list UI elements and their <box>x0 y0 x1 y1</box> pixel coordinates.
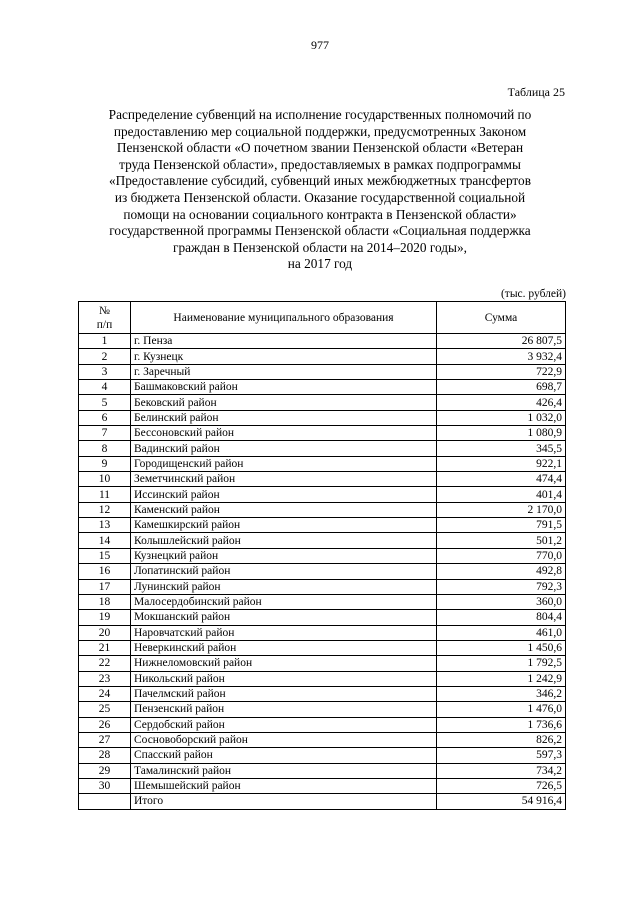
row-sum: 792,3 <box>437 579 566 594</box>
table-total-row <box>79 794 566 809</box>
row-name: Неверкинский район <box>131 640 437 655</box>
table-body <box>79 334 566 810</box>
row-sum: 345,5 <box>437 441 566 456</box>
row-number: 24 <box>79 686 131 701</box>
row-name: Лопатинский район <box>131 564 437 579</box>
table-row <box>79 564 566 579</box>
row-name: Тамалинский район <box>131 763 437 778</box>
row-number: 15 <box>79 548 131 563</box>
row-number: 16 <box>79 564 131 579</box>
row-number: 20 <box>79 625 131 640</box>
row-number: 29 <box>79 763 131 778</box>
header-num-line2: п/п <box>96 318 113 331</box>
table-row <box>79 349 566 364</box>
row-sum: 1 476,0 <box>437 702 566 717</box>
row-name: Сосновоборский район <box>131 732 437 747</box>
row-number: 17 <box>79 579 131 594</box>
table-row <box>79 763 566 778</box>
row-sum: 791,5 <box>437 518 566 533</box>
table-row <box>79 502 566 517</box>
total-name: Итого <box>131 794 437 809</box>
row-number: 14 <box>79 533 131 548</box>
table-row <box>79 640 566 655</box>
row-sum: 804,4 <box>437 610 566 625</box>
table-row <box>79 487 566 502</box>
row-name: Нижнеломовский район <box>131 656 437 671</box>
table-row <box>79 748 566 763</box>
row-number: 3 <box>79 364 131 379</box>
row-sum: 474,4 <box>437 472 566 487</box>
row-name: Башмаковский район <box>131 380 437 395</box>
total-sum: 54 916,4 <box>437 794 566 809</box>
table-row <box>79 548 566 563</box>
table-row <box>79 441 566 456</box>
row-sum: 501,2 <box>437 533 566 548</box>
title-line: на 2017 год <box>287 256 353 272</box>
row-name: Колышлейский район <box>131 533 437 548</box>
row-sum: 726,5 <box>437 778 566 793</box>
row-number: 7 <box>79 426 131 441</box>
header-num <box>79 302 131 334</box>
title-line: предоставлению мер социальной поддержки, предусмотренных Законом <box>113 123 527 139</box>
row-sum: 1 736,6 <box>437 717 566 732</box>
row-name: Пензенский район <box>131 702 437 717</box>
row-sum: 597,3 <box>437 748 566 763</box>
row-number: 4 <box>79 380 131 395</box>
table-row <box>79 579 566 594</box>
row-name: Городищенский район <box>131 456 437 471</box>
table-label: Таблица 25 <box>507 85 565 99</box>
title-line: Распределение субвенций на исполнение государственных полномочий по <box>108 107 532 122</box>
table-row <box>79 656 566 671</box>
row-name: Белинский район <box>131 410 437 425</box>
table-row <box>79 380 566 395</box>
table-row <box>79 594 566 609</box>
title-line: труда Пензенской области», предоставляемых в рамках подпрограммы <box>119 156 521 172</box>
row-sum: 1 032,0 <box>437 410 566 425</box>
row-number: 6 <box>79 410 131 425</box>
header-name: Наименование муниципального образования <box>131 302 437 334</box>
row-number: 19 <box>79 610 131 625</box>
row-sum: 492,8 <box>437 564 566 579</box>
row-number: 23 <box>79 671 131 686</box>
page-number: 977 <box>311 38 329 52</box>
table-row <box>79 533 566 548</box>
row-name: Земетчинский район <box>131 472 437 487</box>
row-sum: 698,7 <box>437 380 566 395</box>
row-name: Бессоновский район <box>131 426 437 441</box>
table-row <box>79 717 566 732</box>
row-number: 26 <box>79 717 131 732</box>
row-name: Спасский район <box>131 748 437 763</box>
table-row <box>79 686 566 701</box>
row-name: Шемышейский район <box>131 778 437 793</box>
table-row <box>79 702 566 717</box>
table-row <box>79 732 566 747</box>
row-name: г. Пенза <box>131 334 437 349</box>
table-row <box>79 472 566 487</box>
row-name: Иссинский район <box>131 487 437 502</box>
table-row <box>79 518 566 533</box>
title-line: граждан в Пензенской области на 2014–2020 годы», <box>173 239 467 255</box>
row-name: Вадинский район <box>131 441 437 456</box>
table-row <box>79 625 566 640</box>
row-name: Бековский район <box>131 395 437 410</box>
row-sum: 734,2 <box>437 763 566 778</box>
row-name: Сердобский район <box>131 717 437 732</box>
row-number: 27 <box>79 732 131 747</box>
table-header-row <box>79 302 566 334</box>
subvention-table <box>78 301 566 810</box>
table-row <box>79 426 566 441</box>
table-row <box>79 410 566 425</box>
title-line: государственной программы Пензенской области «Социальная поддержка <box>109 223 531 239</box>
row-sum: 1 450,6 <box>437 640 566 655</box>
row-name: Каменский район <box>131 502 437 517</box>
row-number: 2 <box>79 349 131 364</box>
row-number: 30 <box>79 778 131 793</box>
row-sum: 2 170,0 <box>437 502 566 517</box>
row-name: Камешкирский район <box>131 518 437 533</box>
row-name: Мокшанский район <box>131 610 437 625</box>
row-sum: 1 080,9 <box>437 426 566 441</box>
row-number: 11 <box>79 487 131 502</box>
row-name: Кузнецкий район <box>131 548 437 563</box>
row-sum: 1 792,5 <box>437 656 566 671</box>
row-name: Наровчатский район <box>131 625 437 640</box>
row-sum: 770,0 <box>437 548 566 563</box>
title-line: «Предоставление субсидий, субвенций иных межбюджетных трансфертов <box>109 173 531 189</box>
row-number: 13 <box>79 518 131 533</box>
row-number: 21 <box>79 640 131 655</box>
row-number: 18 <box>79 594 131 609</box>
row-number: 9 <box>79 456 131 471</box>
row-number: 1 <box>79 334 131 349</box>
header-sum: Сумма <box>437 302 566 334</box>
row-number: 12 <box>79 502 131 517</box>
total-num <box>79 794 131 809</box>
row-name: Малосердобинский район <box>131 594 437 609</box>
row-name: г. Кузнецк <box>131 349 437 364</box>
table-row <box>79 364 566 379</box>
table-row <box>79 610 566 625</box>
row-sum: 401,4 <box>437 487 566 502</box>
row-sum: 426,4 <box>437 395 566 410</box>
row-number: 22 <box>79 656 131 671</box>
row-number: 10 <box>79 472 131 487</box>
table-row <box>79 395 566 410</box>
table-row <box>79 778 566 793</box>
row-sum: 1 242,9 <box>437 671 566 686</box>
title-line: помощи на основании социального контракта в Пензенской области» <box>123 206 517 222</box>
row-sum: 722,9 <box>437 364 566 379</box>
row-name: г. Заречный <box>131 364 437 379</box>
units-label: (тыс. рублей) <box>500 288 566 300</box>
title-line: из бюджета Пензенской области. Оказание государственной социальной <box>114 189 526 205</box>
row-name: Пачелмский район <box>131 686 437 701</box>
table-row <box>79 334 566 349</box>
table-row <box>79 671 566 686</box>
row-sum: 461,0 <box>437 625 566 640</box>
table-row <box>79 456 566 471</box>
row-sum: 346,2 <box>437 686 566 701</box>
title-line: Пензенской области «О почетном звании Пензенской области «Ветеран <box>116 140 524 156</box>
row-name: Лунинский район <box>131 579 437 594</box>
row-number: 28 <box>79 748 131 763</box>
header-num-line1: № <box>99 304 110 317</box>
row-number: 25 <box>79 702 131 717</box>
row-sum: 26 807,5 <box>437 334 566 349</box>
document-title <box>70 107 570 273</box>
row-number: 5 <box>79 395 131 410</box>
row-name: Никольский район <box>131 671 437 686</box>
row-sum: 3 932,4 <box>437 349 566 364</box>
row-sum: 826,2 <box>437 732 566 747</box>
row-number: 8 <box>79 441 131 456</box>
row-sum: 922,1 <box>437 456 566 471</box>
row-sum: 360,0 <box>437 594 566 609</box>
